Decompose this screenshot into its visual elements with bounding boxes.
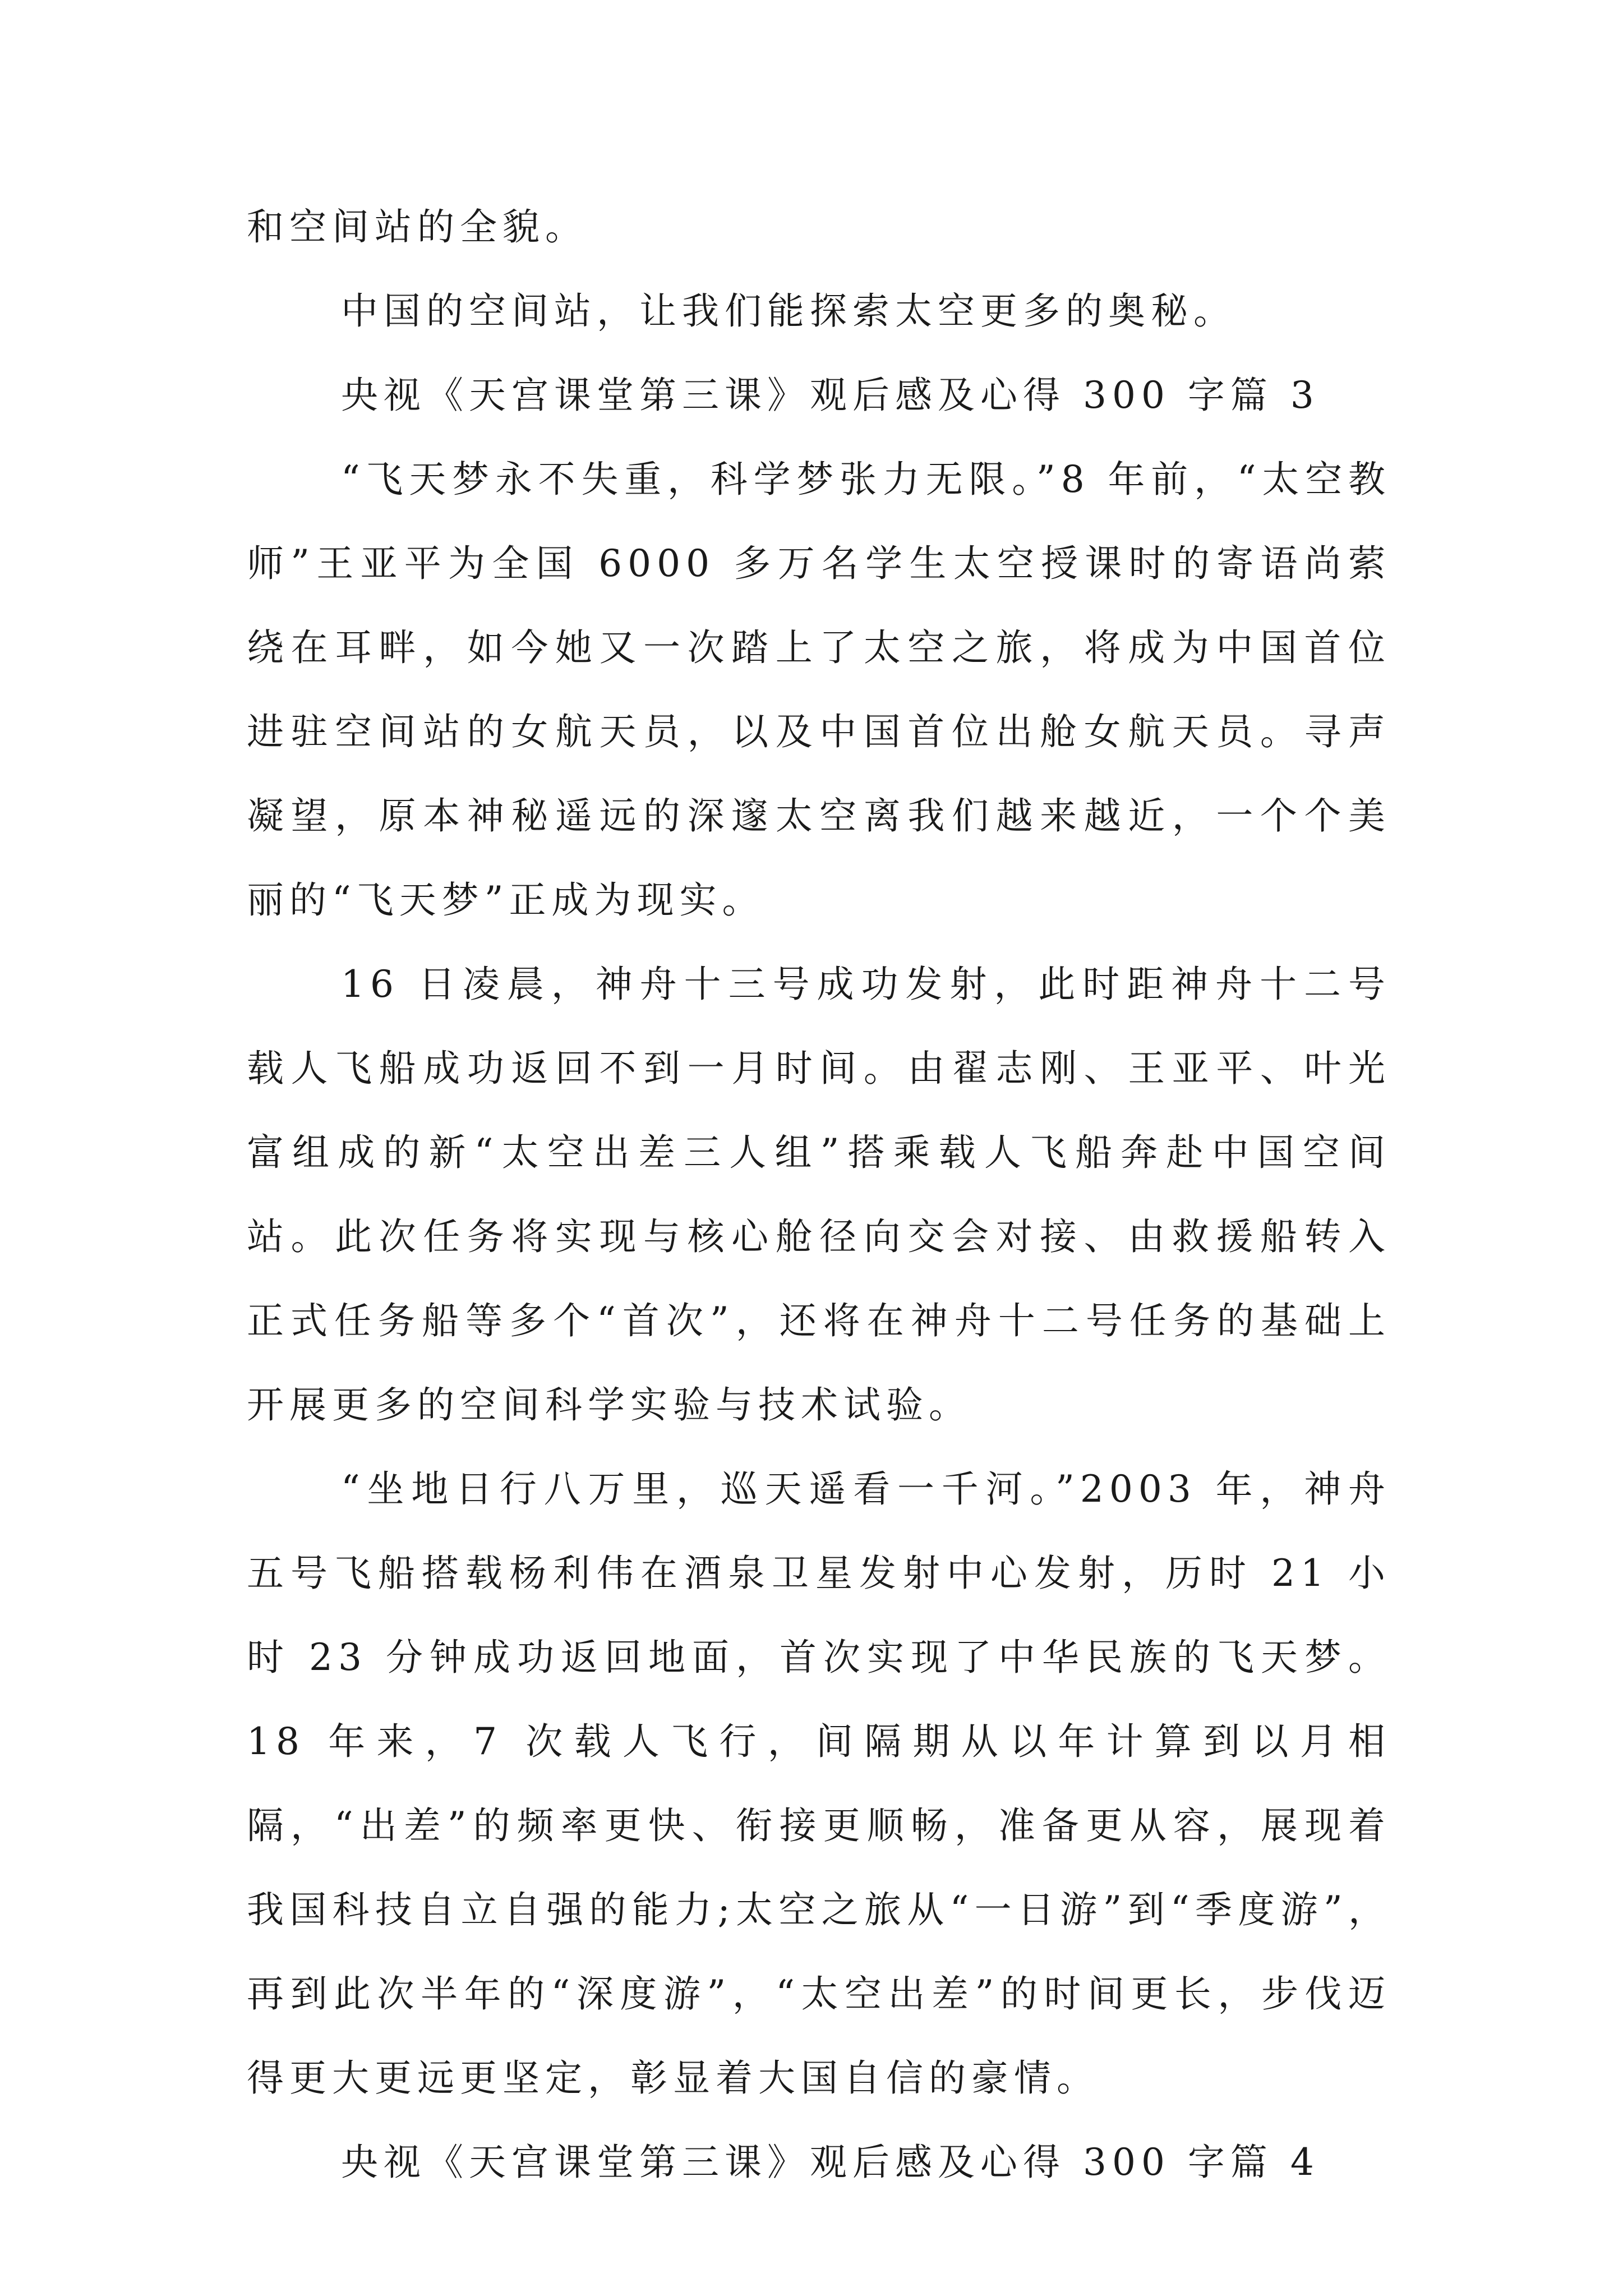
document-page bbox=[247, 185, 1391, 2205]
section-heading: 央视《天宫课堂第三课》观后感及心得 300 字篇 4 bbox=[341, 2141, 1320, 2184]
paragraph-body: “坐地日行八万里，巡天遥看一千河。”2003 年，神舟五号飞船搭载杨利伟在酒泉卫星发射中心发射，历时 21 小时 23 分钟成功返回地面，首次实现了中华民族的飞天梦。18 年来，7 次载人飞行，间隔期从以年计算到以月相隔，“出差”的频率更快、衔接更顺畅，准备更从容，展现着我国科技自立自强的能力;太空之旅从“一日游”到“季度游”，再到此次半年的“深度游”，“太空出差”的时间更长，步伐迈得更大更远更坚定，彰显着大国自信的豪情。 bbox=[247, 1467, 1391, 2100]
paragraph-body: “飞天梦永不失重，科学梦张力无限。”8 年前，“太空教师”王亚平为全国 6000 多万名学生太空授课时的寄语尚萦绕在耳畔，如今她又一次踏上了太空之旅，将成为中国首位进驻空间站的女航天员，以及中国首位出舱女航天员。寻声凝望，原本神秘遥远的深邃太空离我们越来越近，一个个美丽的“飞天梦”正成为现实。 bbox=[247, 458, 1391, 922]
paragraph-body: 中国的空间站，让我们能探索太空更多的奥秘。 bbox=[341, 289, 1236, 333]
paragraph-body: 16 日凌晨，神舟十三号成功发射，此时距神舟十二号载人飞船成功返回不到一月时间。由翟志刚、王亚平、叶光富组成的新“太空出差三人组”搭乘载人飞船奔赴中国空间站。此次任务将实现与核心舱径向交会对接、由救援船转入正式任务船等多个“首次”，还将在神舟十二号任务的基础上开展更多的空间科学实验与技术试验。 bbox=[247, 963, 1391, 1427]
paragraph-continuation: 和空间站的全貌。 bbox=[247, 205, 588, 249]
section-heading: 央视《天宫课堂第三课》观后感及心得 300 字篇 3 bbox=[341, 374, 1320, 417]
